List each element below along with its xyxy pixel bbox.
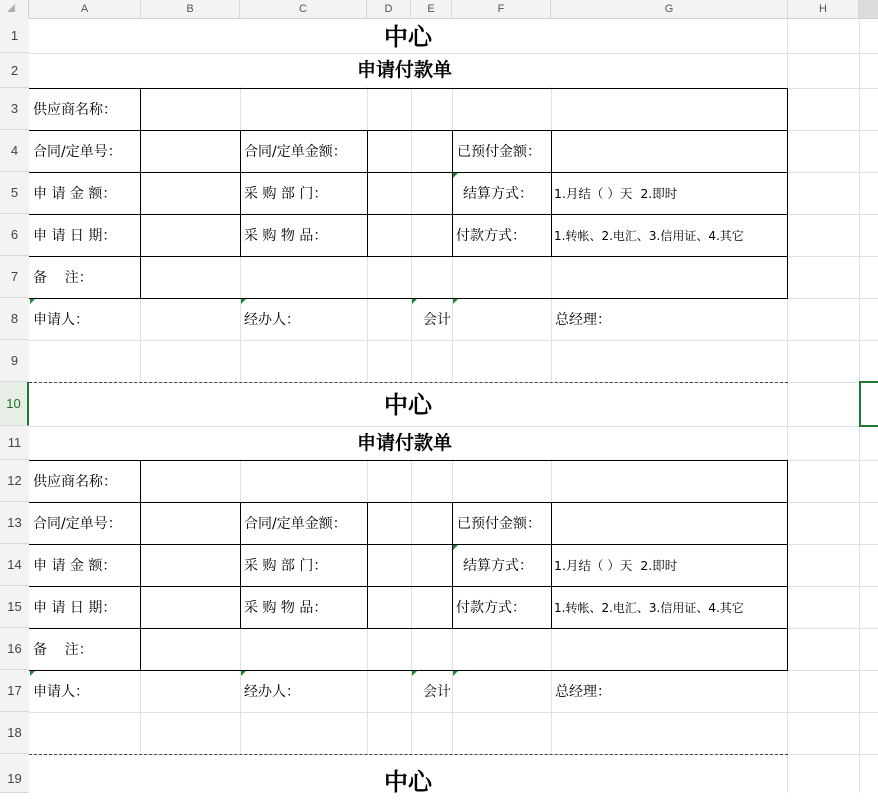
table-border [140,88,141,298]
contract-amount-label: 合同/定单金额： [244,144,347,160]
column-header-c[interactable]: C [240,0,367,18]
table-border [29,214,788,215]
remark-label: 备 注： [33,270,93,286]
row-header-10[interactable]: 10 [0,382,29,426]
table-border [787,88,788,299]
comment-indicator-icon [30,671,35,676]
column-header-d[interactable]: D [367,0,411,18]
corner-triangle-icon [7,4,15,12]
row-header-16[interactable]: 16 [0,628,29,670]
row-header-7[interactable]: 7 [0,256,29,298]
purchase-item-label: 采 购 物 品： [244,600,328,616]
handler-label: 经办人： [244,312,300,328]
table-border [29,130,788,131]
form-title: 中心 [384,390,432,419]
row-header-1[interactable]: 1 [0,18,29,53]
column-header-i-partial[interactable] [859,0,878,18]
page-break-line [29,382,788,383]
table-border [29,628,788,629]
contract-no-label: 合同/定单号： [33,144,122,160]
row-header-6[interactable]: 6 [0,214,29,256]
comment-indicator-icon [453,671,458,676]
gridline [29,712,878,713]
table-border [551,502,552,628]
pay-label: 付款方式： [456,600,526,616]
supplier-label: 供应商名称： [33,474,117,490]
contract-amount-label: 合同/定单金额： [244,516,347,532]
table-border [29,460,788,461]
column-header-a[interactable]: A [29,0,141,18]
gridline [29,340,878,341]
applicant-label: 申请人： [33,312,89,328]
pay-value: 1.转帐、2.电汇、3.信用证、4.其它 [554,229,744,243]
table-border [29,670,788,671]
gm-label: 总经理： [555,684,611,700]
row-header-12[interactable]: 12 [0,460,29,502]
apply-date-label: 申 请 日 期： [33,228,117,244]
contract-no-label: 合同/定单号： [33,516,122,532]
settle-value: 1.月结（ ）天 2.即时 [554,186,678,201]
row-header-11[interactable]: 11 [0,426,29,460]
comment-indicator-icon [30,299,35,304]
comment-indicator-icon [453,173,458,178]
table-border [551,130,552,256]
apply-amount-label: 申 请 金 额： [33,186,117,202]
form-title: 中心 [384,767,432,796]
row-header-8[interactable]: 8 [0,298,29,340]
table-border [29,88,788,89]
page-break-line [29,754,788,755]
pay-value: 1.转帐、2.电汇、3.信用证、4.其它 [554,601,744,615]
comment-indicator-icon [241,299,246,304]
table-border [29,586,788,587]
select-all-corner[interactable] [0,0,29,18]
form-subtitle: 申请付款单 [357,59,453,81]
remark-label: 备 注： [33,642,93,658]
table-border [29,172,788,173]
row-header-18[interactable]: 18 [0,712,29,754]
settle-label: 结算方式： [463,558,533,574]
table-border [140,460,141,670]
row-header-3[interactable]: 3 [0,88,29,130]
table-border [240,502,241,628]
row-header-15[interactable]: 15 [0,586,29,628]
table-border [29,544,788,545]
gm-label: 总经理： [555,312,611,328]
column-header-f[interactable]: F [452,0,551,18]
column-header-e[interactable]: E [411,0,452,18]
table-border [787,460,788,671]
handler-label: 经办人： [244,684,300,700]
table-border [452,502,453,628]
supplier-label: 供应商名称： [33,102,117,118]
table-border [240,130,241,256]
settle-label: 结算方式： [463,186,533,202]
accountant-label: 会计 [423,684,451,700]
purchase-item-label: 采 购 物 品： [244,228,328,244]
accountant-label: 会计 [423,312,451,328]
gridline [29,53,787,54]
column-header-g[interactable]: G [551,0,788,18]
comment-indicator-icon [241,671,246,676]
row-header-2[interactable]: 2 [0,53,29,88]
apply-amount-label: 申 请 金 额： [33,558,117,574]
purchase-dept-label: 采 购 部 门： [244,186,328,202]
row-header-17[interactable]: 17 [0,670,29,712]
row-header-5[interactable]: 5 [0,172,29,214]
prepaid-label: 已预付金额： [457,144,541,160]
column-header-h[interactable]: H [788,0,859,18]
table-border [367,502,368,628]
prepaid-label: 已预付金额： [457,516,541,532]
table-border [367,130,368,256]
form-subtitle: 申请付款单 [357,432,453,454]
column-header-b[interactable]: B [141,0,240,18]
settle-value: 1.月结（ ）天 2.即时 [554,558,678,573]
row-header-9[interactable]: 9 [0,340,29,382]
purchase-dept-label: 采 购 部 门： [244,558,328,574]
applicant-label: 申请人： [33,684,89,700]
table-border [29,502,788,503]
table-border [29,298,788,299]
form-title: 中心 [384,22,432,51]
row-header-13[interactable]: 13 [0,502,29,544]
table-border [29,256,788,257]
row-header-19[interactable]: 19 [0,754,29,793]
row-header-4[interactable]: 4 [0,130,29,172]
comment-indicator-icon [453,299,458,304]
active-cell-selection[interactable] [859,381,878,427]
gridline [29,426,787,427]
row-header-14[interactable]: 14 [0,544,29,586]
comment-indicator-icon [412,671,417,676]
pay-label: 付款方式： [456,228,526,244]
table-border [452,130,453,256]
comment-indicator-icon [412,299,417,304]
comment-indicator-icon [453,545,458,550]
apply-date-label: 申 请 日 期： [33,600,117,616]
